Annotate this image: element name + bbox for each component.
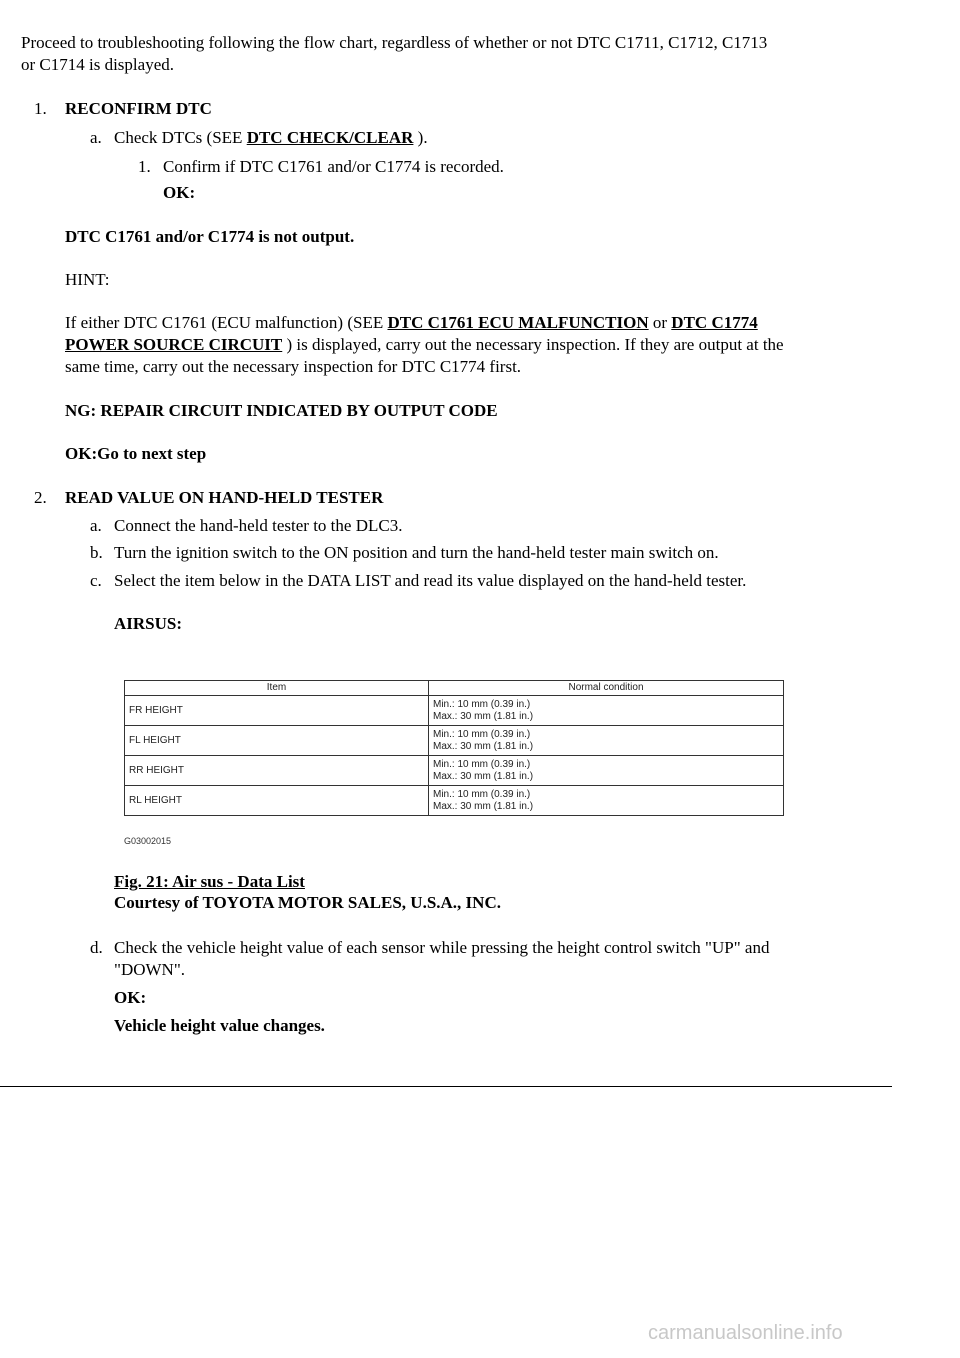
- ng-text: NG: REPAIR CIRCUIT INDICATED BY OUTPUT CODE: [65, 401, 498, 420]
- row-condition: [429, 726, 784, 756]
- row-item: RR HEIGHT: [125, 756, 429, 786]
- step-2b-letter: b.: [90, 543, 103, 562]
- table-header-row: [125, 681, 784, 696]
- header-normal-condition: Normal condition: [429, 681, 784, 696]
- step-2a-text: Connect the hand-held tester to the DLC3.: [114, 516, 403, 535]
- dtc-c1774-link[interactable]: DTC C1774: [671, 313, 758, 332]
- table-row: [125, 756, 784, 786]
- row-condition: [429, 756, 784, 786]
- intro-line-2: or C1714 is displayed.: [21, 55, 174, 74]
- page-divider: [0, 1086, 892, 1087]
- step-2a-letter: a.: [90, 516, 102, 535]
- step-1a-text-pre: Check DTCs (SEE: [114, 128, 247, 147]
- hint-line-3: same time, carry out the necessary inspection for DTC C1774 first.: [65, 357, 522, 376]
- hint-post: ) is displayed, carry out the necessary inspection. If they are output at the: [282, 335, 784, 354]
- figure-caption-link[interactable]: Fig. 21: Air sus - Data List: [114, 872, 305, 891]
- row-max: Max.: 30 mm (1.81 in.): [433, 710, 534, 722]
- step-2d-letter: d.: [90, 938, 103, 957]
- step-1a-text: [114, 127, 428, 149]
- dtc-c1761-link[interactable]: DTC C1761 ECU MALFUNCTION: [387, 313, 649, 332]
- step-2-ok-label: OK:: [114, 988, 147, 1007]
- row-item: RL HEIGHT: [125, 786, 429, 816]
- step-1a-letter: a.: [90, 128, 102, 147]
- hint-line-2: [65, 334, 784, 356]
- row-condition: [429, 786, 784, 816]
- step-1-title: RECONFIRM DTC: [65, 99, 212, 118]
- step-2d-line-1: Check the vehicle height value of each sensor while pressing the height control switch "UP" and: [114, 938, 770, 957]
- header-item: Item: [125, 681, 429, 696]
- step-1-ok-label: OK:: [163, 183, 196, 202]
- airsus-label: AIRSUS:: [114, 614, 183, 633]
- power-source-circuit-link[interactable]: POWER SOURCE CIRCUIT: [65, 335, 283, 354]
- row-min: Min.: 10 mm (0.39 in.): [433, 728, 531, 740]
- step-1-sub-number: 1.: [138, 157, 151, 176]
- step-2-ok-text: Vehicle height value changes.: [114, 1016, 325, 1035]
- hint-label: HINT:: [65, 270, 110, 289]
- row-condition: [429, 696, 784, 726]
- step-2-number: 2.: [34, 488, 47, 507]
- step-1-sub-text: Confirm if DTC C1761 and/or C1774 is recorded.: [163, 157, 504, 176]
- table-row: [125, 696, 784, 726]
- step-2c-letter: c.: [90, 571, 102, 590]
- step-1-number: 1.: [34, 99, 47, 118]
- hint-line-1: [65, 312, 758, 334]
- step-2b-text: Turn the ignition switch to the ON position and turn the hand-held tester main switch on.: [114, 543, 719, 562]
- step-2c-text: Select the item below in the DATA LIST and read its value displayed on the hand-held tester.: [114, 571, 747, 590]
- row-item: FR HEIGHT: [125, 696, 429, 726]
- step-1-ok-text: DTC C1761 and/or C1774 is not output.: [65, 227, 355, 246]
- go-next-step-text: OK:Go to next step: [65, 444, 207, 463]
- step-2-title: READ VALUE ON HAND-HELD TESTER: [65, 488, 384, 507]
- step-1a-text-post: ).: [413, 128, 428, 147]
- row-min: Min.: 10 mm (0.39 in.): [433, 698, 531, 710]
- table-row: [125, 786, 784, 816]
- step-2d-line-2: "DOWN".: [114, 960, 186, 979]
- row-min: Min.: 10 mm (0.39 in.): [433, 788, 531, 800]
- row-max: Max.: 30 mm (1.81 in.): [433, 770, 534, 782]
- air-sus-data-list-table: [124, 680, 784, 816]
- row-max: Max.: 30 mm (1.81 in.): [433, 800, 534, 812]
- figure-caption: [114, 871, 305, 893]
- figure-code: G03002015: [124, 836, 172, 846]
- hint-or: or: [648, 313, 672, 332]
- dtc-check-clear-link[interactable]: DTC CHECK/CLEAR: [246, 128, 414, 147]
- row-min: Min.: 10 mm (0.39 in.): [433, 758, 531, 770]
- figure-courtesy: Courtesy of TOYOTA MOTOR SALES, U.S.A., INC.: [114, 893, 501, 912]
- watermark: carmanualsonline.info: [648, 1322, 843, 1344]
- row-max: Max.: 30 mm (1.81 in.): [433, 740, 534, 752]
- table-row: [125, 726, 784, 756]
- hint-pre: If either DTC C1761 (ECU malfunction) (SEE: [65, 313, 388, 332]
- intro-line-1: Proceed to troubleshooting following the flow chart, regardless of whether or not DTC C1711, C1712, C1713: [21, 33, 768, 52]
- row-item: FL HEIGHT: [125, 726, 429, 756]
